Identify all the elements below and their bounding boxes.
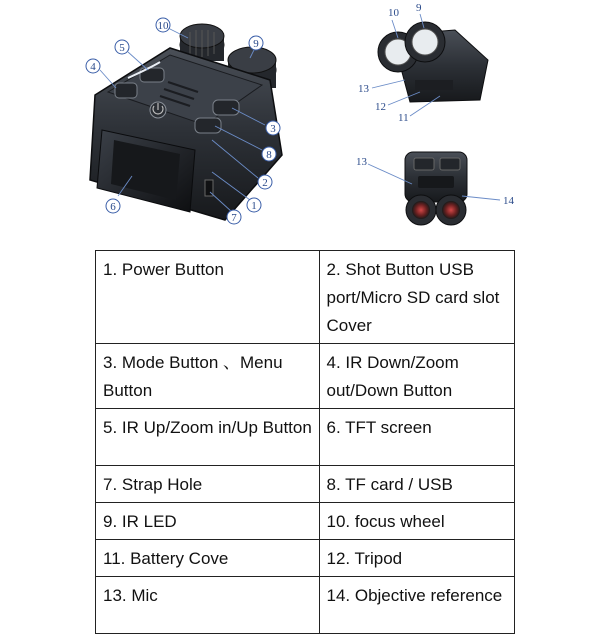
callout-10 xyxy=(156,18,170,32)
svg-text:1: 1 xyxy=(251,200,257,212)
table-cell: 3. Mode Button 、Menu Button xyxy=(96,344,320,409)
binocular-diagram xyxy=(0,0,600,240)
svg-text:5: 5 xyxy=(119,42,125,54)
table-row xyxy=(96,251,515,344)
callout-r13: 13 xyxy=(358,83,369,95)
callout-4 xyxy=(86,59,100,73)
callout-6 xyxy=(106,199,120,213)
svg-text:8: 8 xyxy=(266,149,272,161)
callout-r9: 9 xyxy=(416,2,422,14)
table-row xyxy=(96,540,515,577)
callout-7 xyxy=(227,210,241,224)
svg-text:7: 7 xyxy=(231,212,237,224)
callout-1 xyxy=(247,198,261,212)
table-cell: 4. IR Down/Zoom out/Down Button xyxy=(319,344,515,409)
table-cell: 6. TFT screen xyxy=(319,409,515,466)
parts-legend-table xyxy=(95,250,515,634)
callout-9 xyxy=(249,36,263,50)
callout-3 xyxy=(266,121,280,135)
callout-5 xyxy=(115,40,129,54)
svg-text:10: 10 xyxy=(157,20,169,32)
rear-view-illustration xyxy=(378,22,488,102)
table-cell: 9. IR LED xyxy=(96,503,320,540)
table-cell: 10. focus wheel xyxy=(319,503,515,540)
table-row xyxy=(96,409,515,466)
table-cell: 1. Power Button xyxy=(96,251,320,344)
svg-text:9: 9 xyxy=(253,38,259,50)
front-view-illustration xyxy=(405,152,467,225)
table-cell: 7. Strap Hole xyxy=(96,466,320,503)
table-row xyxy=(96,344,515,409)
table-row xyxy=(96,466,515,503)
table-row xyxy=(96,503,515,540)
callout-8 xyxy=(262,147,276,161)
table-cell: 14. Objective reference xyxy=(319,577,515,634)
callout-2 xyxy=(258,175,272,189)
callout-f13: 13 xyxy=(356,156,367,168)
callout-r11: 11 xyxy=(398,112,409,124)
mode-button-graphic xyxy=(115,83,137,98)
svg-text:3: 3 xyxy=(270,123,276,135)
table-row xyxy=(96,577,515,634)
callout-r12: 12 xyxy=(375,101,386,113)
svg-text:4: 4 xyxy=(90,61,96,73)
svg-text:2: 2 xyxy=(262,177,268,189)
svg-text:6: 6 xyxy=(110,201,116,213)
callout-r10: 10 xyxy=(388,7,399,19)
table-cell: 13. Mic xyxy=(96,577,320,634)
table-cell: 12. Tripod xyxy=(319,540,515,577)
table-cell: 11. Battery Cove xyxy=(96,540,320,577)
table-cell: 2. Shot Button USB port/Micro SD card slot Cover xyxy=(319,251,515,344)
table-cell: 8. TF card / USB xyxy=(319,466,515,503)
callout-f14: 14 xyxy=(503,195,514,207)
table-cell: 5. IR Up/Zoom in/Up Button xyxy=(96,409,320,466)
